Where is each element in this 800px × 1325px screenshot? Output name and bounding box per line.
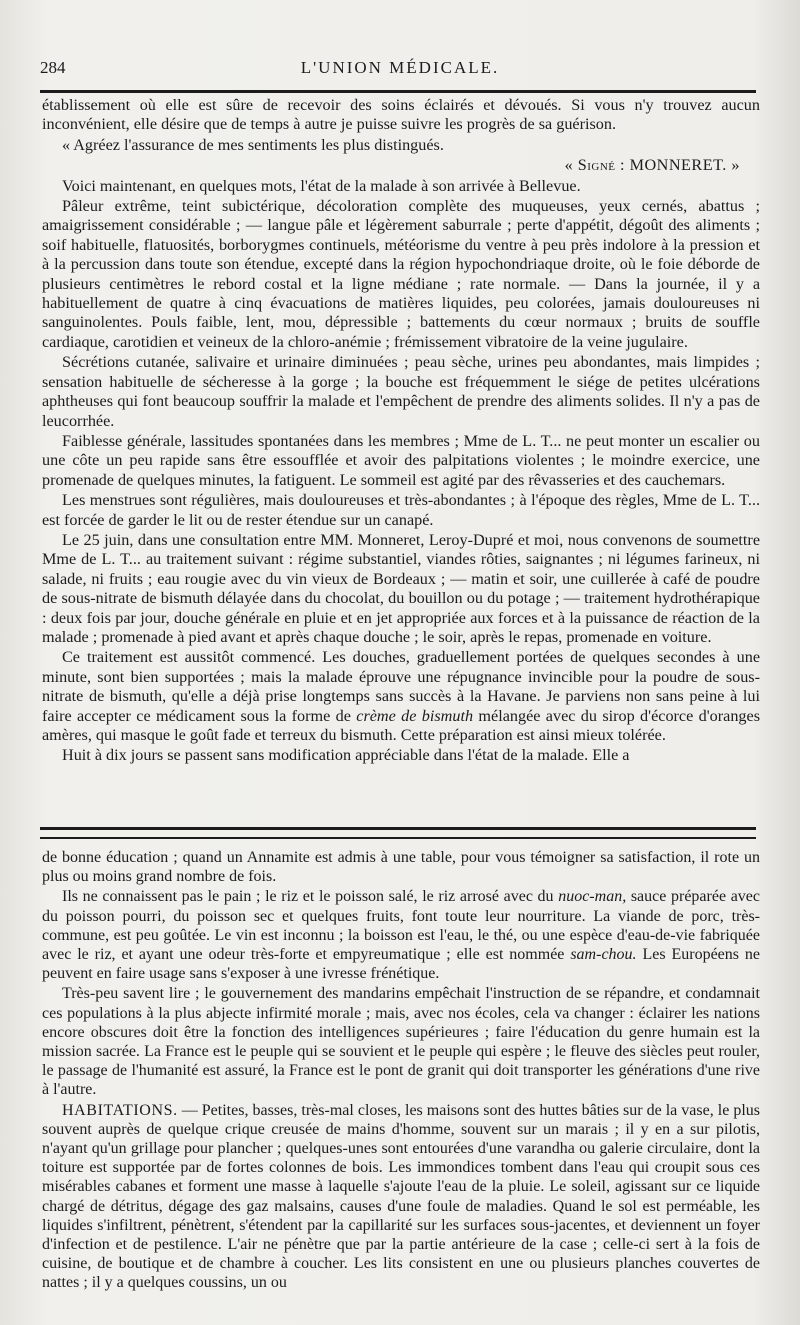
paragraph: Pâleur extrême, teint subictérique, décoloration complète des muqueuses, yeux cernés, abattus ; amaigrissement considérable ; — langue pâle et légèrement saburrale ; perte d'appétit, dégoût des aliments ; soif habituelle, flatuosités, borborygmes continuels, météorisme du ventre à peu près indolore à la pression et à la percussion dans toute son étendue, excepté dans la région hypochondriaque droite, où le foie déborde de plusieurs centimètres le rebord costal et la ligne médiane ; rate normale. — Dans la journée, il y a habituellement de quatre à cinq évacuations de matières liquides, peu colorées, jamais douloureuses ni sanguinolentes. Pouls faible, lent, mou, dépressible ; battements du cœur normaux ; bruits de souffle cardiaque, carotidien et veineux de la chloro-anémie ; frémissement vibratoire de la veine jugulaire. bbox=[42, 197, 760, 351]
paragraph: Très-peu savent lire ; le gouvernement des mandarins empêchait l'instruction de se répandre, et condamnait ces populations à la plus abjecte infirmité morale ; mais, avec nos écoles, cela va changer : éclairer les nations encore obscures doit être la fonction des intelligences supérieures ; faire l'éducation du genre humain est la mission sacrée. La France est le peuple qui se souvient et le peuple qui espère ; le fleuve des siècles peut rouler, le passage de l'humanité est assuré, la France est le pont de granit qui doit transporter les générations d'une rive à l'autre. bbox=[42, 985, 760, 1099]
paragraph: Ils ne connaissent pas le pain ; le riz et le poisson salé, le riz arrosé avec du nuoc-man, sauce préparée avec du poisson pourri, du poisson sec et quelques fruits, font toute leur nourriture. La viande de porc, très-commune, est peu goûtée. Le vin est inconnu ; la boisson est l'eau, le thé, ou une espèce d'eau-de-vie fabriquée avec le riz, et ayant une odeur très-forte et empyreumatique ; elle est nommée sam-chou. Les Européens ne peuvent en faire usage sans s'exposer à une ivresse frénétique. bbox=[42, 888, 761, 983]
article-continuation bbox=[42, 96, 760, 767]
header-rule bbox=[40, 90, 756, 93]
journal-title: L'UNION MÉDICALE. bbox=[300, 58, 500, 77]
separator-rule bbox=[40, 837, 756, 839]
letter-signature: « Signé : MONNERET. » bbox=[564, 156, 740, 175]
paragraph: Sécrétions cutanée, salivaire et urinaire diminuées ; peau sèche, urines peu abondantes, mais limpides ; sensation habituelle de sécheresse à la gorge ; la bouche est fréquemment le siége de petites ulcérations aphtheuses qui font beaucoup souffrir la malade et l'empêchent de prendre des aliments solides. Il n'y a pas de leucorrhée. bbox=[42, 353, 760, 430]
paragraph: Le 25 juin, dans une consultation entre MM. Monneret, Leroy-Dupré et moi, nous convenons de soumettre Mme de L. T... au traitement suivant : régime substantiel, viandes rôties, saignantes ; ni légumes farineux, ni salade, ni fruits ; eau rougie avec du vin vieux de Bordeaux ; — matin et soir, une cuillerée à café de poudre de sous-nitrate de bismuth délayée dans du chocolat, du bouillon ou du potage ; — traitement hydrothérapique : deux fois par jour, douche générale en pluie et en jet appropriée aux forces et à la puissance de réaction de la malade ; promenade à pied avant et après chaque douche ; le soir, après le repas, promenade en voiture. bbox=[42, 530, 760, 646]
paragraph: Voici maintenant, en quelques mots, l'état de la malade à son arrivée à Bellevue. bbox=[62, 176, 581, 195]
separator-rule bbox=[40, 827, 756, 830]
paragraph: HABITATIONS. — Petites, basses, très-mal closes, les maisons sont des huttes bâties sur de la vase, le plus souvent auprès de quelque crique creusée de mains d'homme, souvent sur un marais ; il y en a sur pilotis, n'ayant qu'un grillage pour plancher ; quelques-unes sont entourées d'une varandha ou galerie circulaire, dont la toiture est supportée par de fortes colonnes de bois. Les immondices tombent dans l'eau qui croupit sous ces misérables cabanes et forment une masse à laquelle s'ajoute l'eau de la pluie. Le soleil, agissant sur ce liquide chargé de détritus, dégage des gaz malsains, causes d'une foule de maladies. Quand le sol est perméable, les liquides s'infiltrent, pénètrent, s'étendent par la capillarité sur les surfaces sous-jacentes, et deviennent un foyer d'infection et de pestilence. L'air ne pénètre que par la partie antérieure de la case ; celle-ci sert à la fois de cuisine, de boutique et de chambre à coucher. Les lits consistent en une ou plusieurs planches couvertes de nattes ; il y a quelques coussins, un ou bbox=[42, 1101, 761, 1292]
letter-ending: établissement où elle est sûre de recevoir des soins éclairés et dévoués. Si vous n'y trouvez aucun inconvénient, elle désire que de temps à autre je puisse suivre les progrès de sa guérison. bbox=[42, 96, 760, 134]
paragraph: Huit à dix jours se passent sans modification appréciable dans l'état de la malade. Elle a bbox=[62, 746, 630, 765]
italic-term: sam-chou. bbox=[570, 946, 637, 964]
italic-term: crème de bismuth bbox=[356, 706, 474, 725]
italic-term: nuoc-man, bbox=[558, 888, 627, 906]
paragraph: de bonne éducation ; quand un Annamite est admis à une table, pour vous témoigner sa satisfaction, il rote un plus ou moins grand nombre de fois. bbox=[42, 849, 760, 886]
paragraph: Ce traitement est aussitôt commencé. Les douches, graduellement portées de quelques secondes à une minute, sont bien supportées ; mais la malade éprouve une répugnance invincible pour la poudre de sous-nitrate de bismuth, qu'elle a déjà prise longtemps sans succès à la Havane. Je parviens non sans peine à lui faire accepter ce médicament sous la forme de crème de bismuth mélangée avec du sirop d'écorce d'oranges amères, qui masque le goût fade et terreux du bismuth. Cette préparation est ainsi mieux tolérée. bbox=[42, 648, 761, 744]
page-number: 284 bbox=[40, 58, 66, 77]
paragraph: Faiblesse générale, lassitudes spontanées dans les membres ; Mme de L. T... ne peut monter un escalier ou une côte un peu rapide sans être essoufflée et avoir des palpitations violentes ; le moindre exercice, une promenade de quelques minutes, la fatiguent. Le sommeil est agité par des rêvasseries et des cauchemars. bbox=[42, 431, 760, 489]
paragraph: Les menstrues sont régulières, mais douloureuses et très-abondantes ; à l'époque des règles, Mme de L. T... est forcée de garder le lit ou de rester étendue sur un canapé. bbox=[42, 491, 760, 529]
letter-closing: « Agréez l'assurance de mes sentiments les plus distingués. bbox=[62, 135, 444, 154]
running-head bbox=[40, 52, 760, 84]
feuilleton-column bbox=[42, 848, 760, 1294]
section-heading: HABITATIONS. bbox=[62, 1101, 178, 1119]
